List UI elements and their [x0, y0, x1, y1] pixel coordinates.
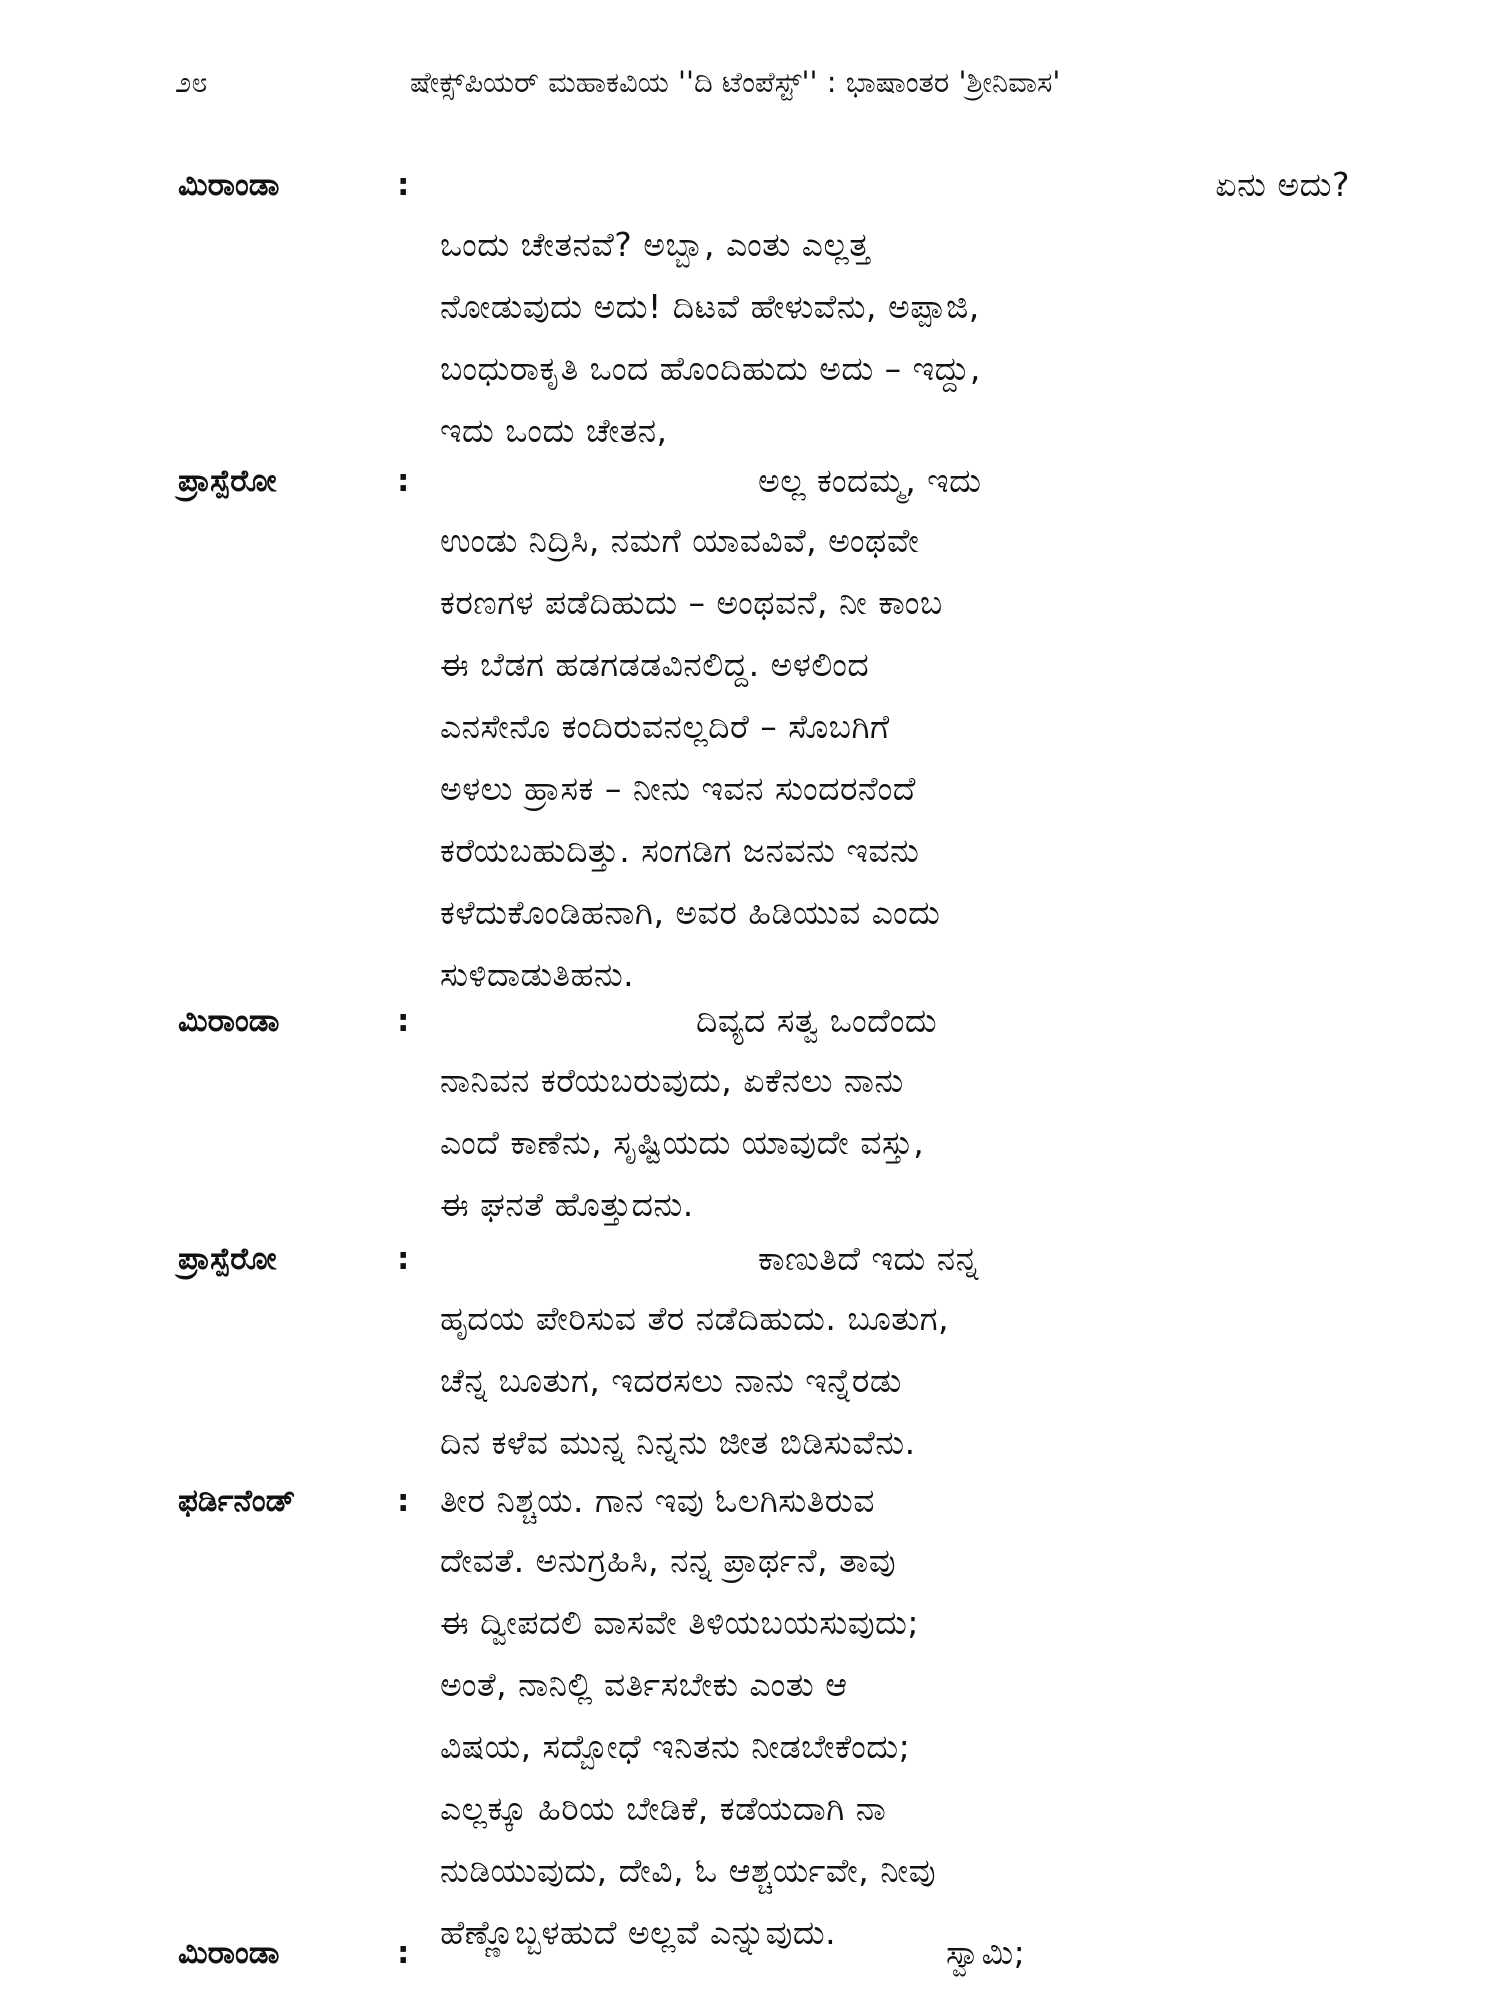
speech-line: ಒಂದು ಚೇತನವೆ? ಅಬ್ಬಾ, ಎಂತು ಎಲ್ಲತ್ತ — [440, 225, 871, 264]
speech-line: ಅಳಲು ಹ್ರಾಸಕ – ನೀನು ಇವನ ಸುಂದರನೆಂದೆ — [440, 769, 916, 808]
speech-line: ಸ್ವಾಮಿ; — [946, 1933, 1026, 1972]
speech-line: ನುಡಿಯುವುದು, ದೇವಿ, ಓ ಆಶ್ಚರ್ಯವೇ, ನೀವು — [440, 1851, 937, 1890]
speech-line: ಈ ಬೆಡಗ ಹಡಗಡಡವಿನಲಿದ್ದ. ಅಳಲಿಂದ — [440, 645, 870, 684]
speech-lines — [440, 452, 1360, 1006]
speech-line: ಕರೆಯಬಹುದಿತ್ತು. ಸಂಗಡಿಗ ಜನವನು ಇವನು — [440, 831, 920, 870]
speaker-colon: : — [397, 1935, 410, 1971]
speaker-colon: : — [397, 167, 410, 203]
page-header — [175, 62, 1175, 102]
running-title: ಷೇಕ್ಸ್‌ಪಿಯರ್ ಮಹಾಕವಿಯ ''ದಿ ಟೆಂಪೆಸ್ಟ್'' : ಭಾಷಾಂತರ 'ಶ್ರೀನಿವಾಸ' — [410, 65, 1061, 99]
speech-line: ಬಂಧುರಾಕೃತಿ ಒಂದ ಹೊಂದಿಹುದು ಅದು – ಇದ್ದು, — [440, 349, 981, 388]
speaker-name: ಫರ್ಡಿನೆಂಡ್ — [178, 1483, 296, 1519]
speech-line: ಅಂತೆ, ನಾನಿಲ್ಲಿ ವರ್ತಿಸಬೇಕು ಎಂತು ಆ — [440, 1665, 848, 1704]
speaker-name: ಮಿರಾಂಡಾ — [178, 1935, 280, 1971]
speaker-name: ಮಿರಾಂಡಾ — [178, 167, 280, 203]
speech-line: ಹೃದಯ ಪೇರಿಸುವ ತೆರ ನಡೆದಿಹುದು. ಬೂತುಗ, — [440, 1299, 950, 1338]
speech-line: ಎಲ್ಲಕ್ಕೂ ಹಿರಿಯ ಬೇಡಿಕೆ, ಕಡೆಯದಾಗಿ ನಾ — [440, 1789, 887, 1828]
speech-line: ಕಾಣುತಿದೆ ಇದು ನನ್ನ — [758, 1239, 979, 1278]
speech-lines — [440, 992, 1360, 1236]
speaker-name: ಮಿರಾಂಡಾ — [178, 1003, 280, 1039]
speech-line: ಎಂದೆ ಕಾಣೆನು, ಸೃಷ್ಟಿಯದು ಯಾವುದೇ ವಸ್ತು, — [440, 1123, 925, 1162]
speech-line: ಕರಣಗಳ ಪಡೆದಿಹುದು – ಅಂಥವನೆ, ನೀ ಕಾಂಬ — [440, 583, 943, 622]
speech-line: ಈ ಘನತೆ ಹೊತ್ತುದನು. — [440, 1185, 694, 1224]
speech-line: ಕಳೆದುಕೊಂಡಿಹನಾಗಿ, ಅವರ ಹಿಡಿಯುವ ಎಂದು — [440, 893, 941, 932]
speaker-name: ಪ್ರಾಸ್ಪೆರೋ — [178, 1241, 277, 1277]
speech-line: ದೇವತೆ. ಅನುಗ್ರಹಿಸಿ, ನನ್ನ ಪ್ರಾರ್ಥನೆ, ತಾವು — [440, 1541, 897, 1580]
speaker-colon: : — [397, 1003, 410, 1039]
speech-lines — [440, 1230, 1360, 1474]
speech-line: ಇದು ಒಂದು ಚೇತನ, — [440, 411, 668, 450]
speech-line: ಅಲ್ಲ ಕಂದಮ್ಮ, ಇದು — [758, 461, 982, 500]
speech-line: ಚೆನ್ನ ಬೂತುಗ, ಇದರಸಲು ನಾನು ಇನ್ನೆರಡು — [440, 1361, 902, 1400]
speaker-colon: : — [397, 463, 410, 499]
speech-lines — [440, 156, 1360, 462]
speech-line: ದಿವ್ಯದ ಸತ್ವ ಒಂದೆಂದು — [696, 1001, 938, 1040]
speaker-colon: : — [397, 1483, 410, 1519]
speech-line: ಉಂಡು ನಿದ್ರಿಸಿ, ನಮಗೆ ಯಾವವಿವೆ, ಅಂಥವೇ — [440, 521, 920, 560]
speaker-colon: : — [397, 1241, 410, 1277]
page-number: ೨೮ — [175, 65, 208, 99]
speech-line: ಏನು ಅದು? — [1215, 165, 1350, 204]
speech-line: ಹೆಣ್ಣೊಬ್ಬಳಹುದೆ ಅಲ್ಲವೆ ಎನ್ನುವುದು. — [440, 1913, 837, 1952]
speech-line: ನಾನಿವನ ಕರೆಯಬರುವುದು, ಏಕೆನಲು ನಾನು — [440, 1061, 904, 1100]
speech-line: ತೀರ ನಿಶ್ಚಯ. ಗಾನ ಇವು ಓಲಗಿಸುತಿರುವ — [440, 1481, 875, 1520]
speech-lines — [440, 1924, 1360, 1982]
speech-line: ನೋಡುವುದು ಅದು! ದಿಟವೆ ಹೇಳುವೆನು, ಅಪ್ಪಾಜಿ, — [440, 287, 980, 326]
speech-line: ಸುಳಿದಾಡುತಿಹನು. — [440, 955, 635, 994]
speaker-name: ಪ್ರಾಸ್ಪೆರೋ — [178, 463, 277, 499]
speech-line: ದಿನ ಕಳೆವ ಮುನ್ನ ನಿನ್ನನು ಜೀತ ಬಿಡಿಸುವೆನು. — [440, 1423, 916, 1462]
speech-lines — [440, 1472, 1360, 1964]
speech-line: ಈ ದ್ವೀಪದಲಿ ವಾಸವೇ ತಿಳಿಯಬಯಸುವುದು; — [440, 1603, 920, 1642]
speech-line: ಎನಸೇನೊ ಕಂದಿರುವನಲ್ಲದಿರೆ – ಸೊಬಗಿಗೆ — [440, 707, 890, 746]
speech-line: ವಿಷಯ, ಸದ್ಬೋಧೆ ಇನಿತನು ನೀಡಬೇಕೆಂದು; — [440, 1727, 911, 1766]
